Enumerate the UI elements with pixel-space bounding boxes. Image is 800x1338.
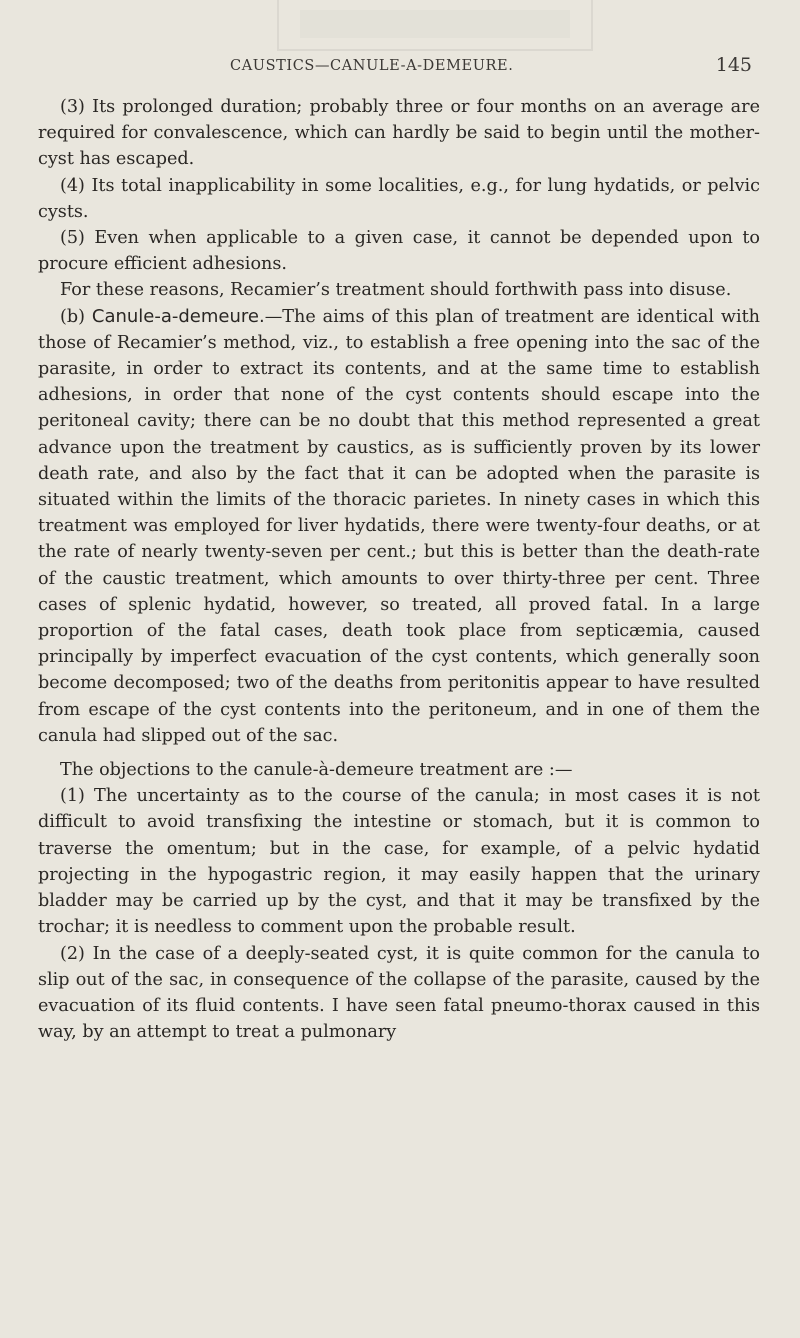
paragraph-objection-1: (1) The uncertainty as to the course of the canula; in most cases it is not difficult to avoid transfixing the intestine or stomach, but it is common to traverse the omentum; but in the case, for example, of a pelvic hydatid projecting in the hypogastric region, it may easily happen that the urinary bladder may be carried up by the cyst, and that it may be transfixed by the trochar; it is needless to comment upon the probable result.: [38, 786, 760, 938]
paragraph-objection-5: (5) Even when applicable to a given case, it cannot be depended upon to procure efficient adhesions.: [38, 228, 760, 275]
paragraph-objection-4: (4) Its total inapplicability in some localities, e.g., for lung hydatids, or pelvic cysts.: [38, 175, 760, 222]
paragraph-objection-2: (2) In the case of a deeply-seated cyst, it is quite common for the canula to slip out of the sac, in consequence of the collapse of the parasite, caused by the evacuation of its fluid contents. I have seen fatal pneumo-thorax caused in this way, by an attempt to treat a pulmonary: [38, 943, 760, 1043]
section-heading: Canule-a-demeure.: [91, 305, 265, 327]
paragraph-gap: [38, 749, 760, 757]
page-number: 145: [715, 54, 752, 76]
body-text: [38, 94, 760, 1045]
running-head: CAUSTICS—CANULE-A-DEMEURE.: [230, 58, 514, 74]
paragraph-objections-intro: The objections to the canule-à-demeure treatment are :—: [60, 760, 573, 781]
paragraph-conclusion: For these reasons, Recamier’s treatment should forthwith pass into disuse.: [60, 280, 732, 301]
paragraph-objection-3: (3) Its prolonged duration; probably three or four months on an average are required for convalescence, which can hardly be said to begin until the mother-cyst has escaped.: [38, 97, 760, 170]
section-body: —The aims of this plan of treatment are identical with those of Recamier’s method, viz., to establish a free opening into the sac of the parasite, in order to extract its contents, and at the same time to establish adhesions, in order that none of the cyst contents should escape into the peritoneal cavity; there can be no doubt that this method represented a great advance upon the treatment by caustics, as is sufficiently proven by its lower death rate, and also by the fact that it can be adopted when the parasite is situated within the limits of the thoracic parietes. In ninety cases in which this treatment was employed for liver hydatids, there were twenty-four deaths, or at the rate of nearly twenty-seven per cent.; but this is better than the death-rate of the caustic treatment, which amounts to over thirty-three per cent. Three cases of splenic hydatid, however, so treated, all proved fatal. In a large proportion of the fatal cases, death took place from septicæmia, caused principally by imperfect evacuation of the cyst contents, which generally soon become decomposed; two of the deaths from peritonitis appear to have resulted from escape of the cyst contents into the peritoneum, and in one of them the canula had slipped out of the sac.: [38, 306, 761, 746]
page-header: [230, 54, 752, 82]
paragraph-canule-a-demeure: [38, 304, 760, 749]
library-stamp-watermark: [270, 0, 600, 56]
section-label: (b): [60, 306, 85, 327]
